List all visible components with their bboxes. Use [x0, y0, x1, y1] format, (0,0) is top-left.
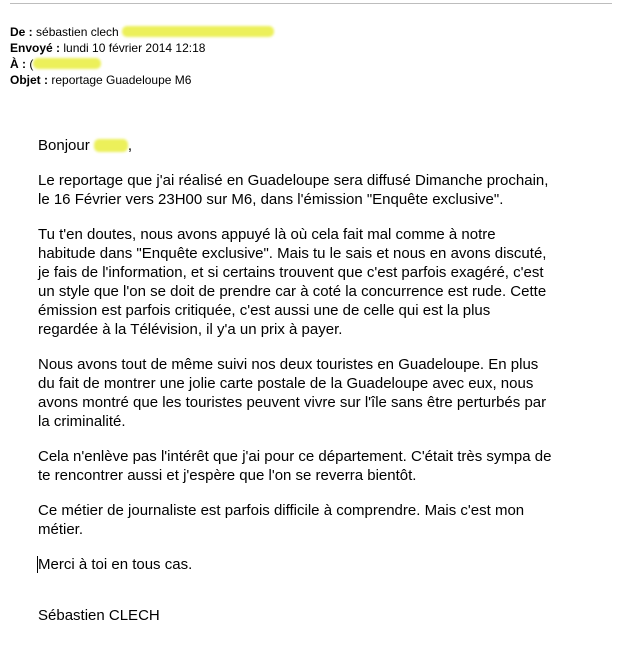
subject-label: Objet :: [10, 73, 48, 87]
text-caret: [37, 556, 38, 573]
redacted-recipient-highlight: [33, 58, 101, 69]
sent-label: Envoyé :: [10, 41, 61, 55]
subject-value: reportage Guadeloupe M6: [51, 73, 192, 87]
email-body: [38, 136, 598, 590]
to-label: À :: [10, 57, 26, 71]
paragraph-broadcast: Le reportage que j'ai réalisé en Guadeloupe sera diffusé Dimanche prochain, le 16 Février vers 23H00 sur M6, dans l'émission "Enquête exclusive".: [38, 172, 549, 208]
sent-value: lundi 10 février 2014 12:18: [63, 41, 206, 55]
greeting: [38, 136, 598, 155]
paragraph-tourists: Nous avons tout de même suivi nos deux touristes en Guadeloupe. En plus du fait de montrer une jolie carte postale de la Guadeloupe avec eux, nous avons montré que les touristes peuvent vivre sur l'île sans être perturbés par la criminalité.: [38, 356, 547, 430]
paragraph-style: Tu t'en doutes, nous avons appuyé là où cela fait mal comme à notre habitude dans "Enquête exclusive". Mais tu le sais et nous en avons discuté, je fais de l'information, et si certains trouvent que c'est parfois exagéré, c'est un style que l'on se doit de prendre car à coté la concurrence est rude. Cette émission est parfois critiquée, c'est aussi une de celle qui est la plus regardée à la Télévision, il y'a un prix à payer.: [38, 226, 547, 338]
from-value: sébastien clech: [36, 25, 119, 39]
subject-row: [10, 72, 274, 88]
to-value: (: [29, 57, 34, 71]
redacted-name-highlight: [94, 139, 128, 152]
to-row: [10, 56, 274, 72]
closing-text: Merci à toi en tous cas.: [38, 556, 193, 573]
top-divider: [10, 3, 612, 4]
paragraph-interest: Cela n'enlève pas l'intérêt que j'ai pour ce département. C'était très sympa de te rencontrer aussi et j'espère que l'on se reverra bientôt.: [38, 448, 552, 484]
sent-row: [10, 40, 274, 56]
email-header: [10, 24, 274, 88]
closing: [38, 555, 598, 574]
paragraph-profession: Ce métier de journaliste est parfois difficile à comprendre. Mais c'est mon métier.: [38, 502, 525, 538]
greeting-text: Bonjour: [38, 137, 90, 154]
signature: Sébastien CLECH: [38, 607, 160, 624]
from-label: De :: [10, 25, 33, 39]
redacted-email-highlight: [122, 26, 274, 37]
from-row: [10, 24, 274, 40]
greeting-comma: ,: [127, 137, 133, 154]
